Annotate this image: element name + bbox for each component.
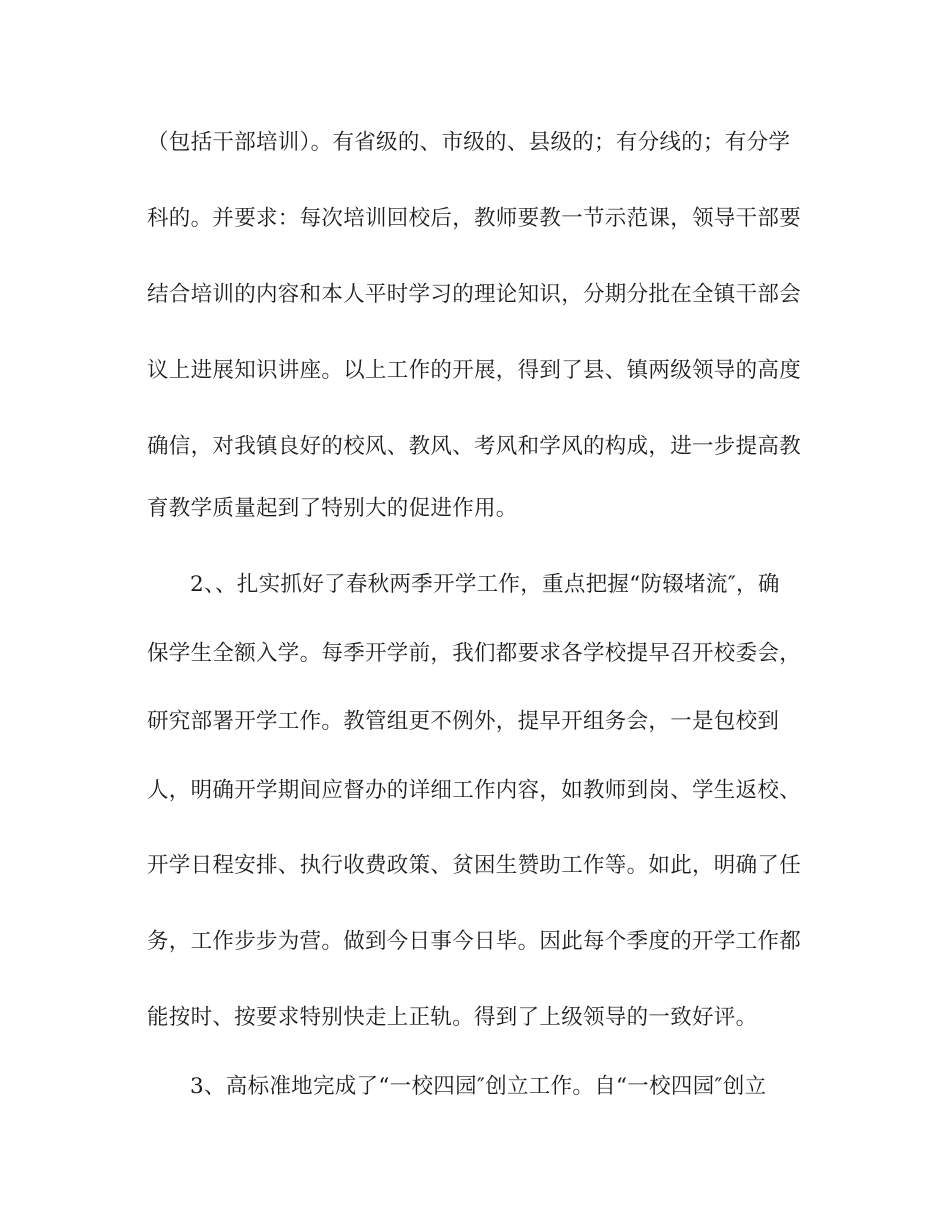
- text-line: 开学日程安排、执行收费政策、贫困生赞助工作等。如此，明确了任: [147, 853, 802, 878]
- text-line: 研究部署开学工作。教管组更不例外，提早开组务会，一是包校到: [147, 709, 780, 734]
- text-line: 务，工作步步为营。做到今日事今日毕。因此每个季度的开学工作都: [147, 929, 802, 954]
- text-line: 结合培训的内容和本人平时学习的理论知识，分期分批在全镇干部会: [147, 282, 802, 307]
- text-line: 科的。并要求：每次培训回校后，教师要教一节示范课，领导干部要: [147, 206, 802, 231]
- text-line: 人，明确开学期间应督办的详细工作内容，如教师到岗、学生返校、: [147, 778, 802, 803]
- text-line: （包括干部培训）。有省级的、市级的、县级的；有分线的；有分学: [147, 130, 791, 155]
- text-line: 能按时、按要求特别快走上正轨。得到了上级领导的一致好评。: [147, 1005, 758, 1030]
- text-line: 保学生全额入学。每季开学前，我们都要求各学校提早召开校委会，: [147, 641, 802, 666]
- text-line: 育教学质量起到了特别大的促进作用。: [147, 496, 518, 521]
- text-line: 2、、扎实抓好了春秋两季开学工作，重点把握“防辍堵流″，确: [190, 572, 780, 597]
- text-line: 确信，对我镇良好的校风、教风、考风和学风的构成，进一步提高教: [147, 434, 802, 459]
- text-line: 3、高标准地完成了“一校四园″创立工作。自“一校四园″创立: [190, 1074, 767, 1099]
- text-line: 议上进展知识讲座。以上工作的开展，得到了县、镇两级领导的高度: [147, 358, 802, 383]
